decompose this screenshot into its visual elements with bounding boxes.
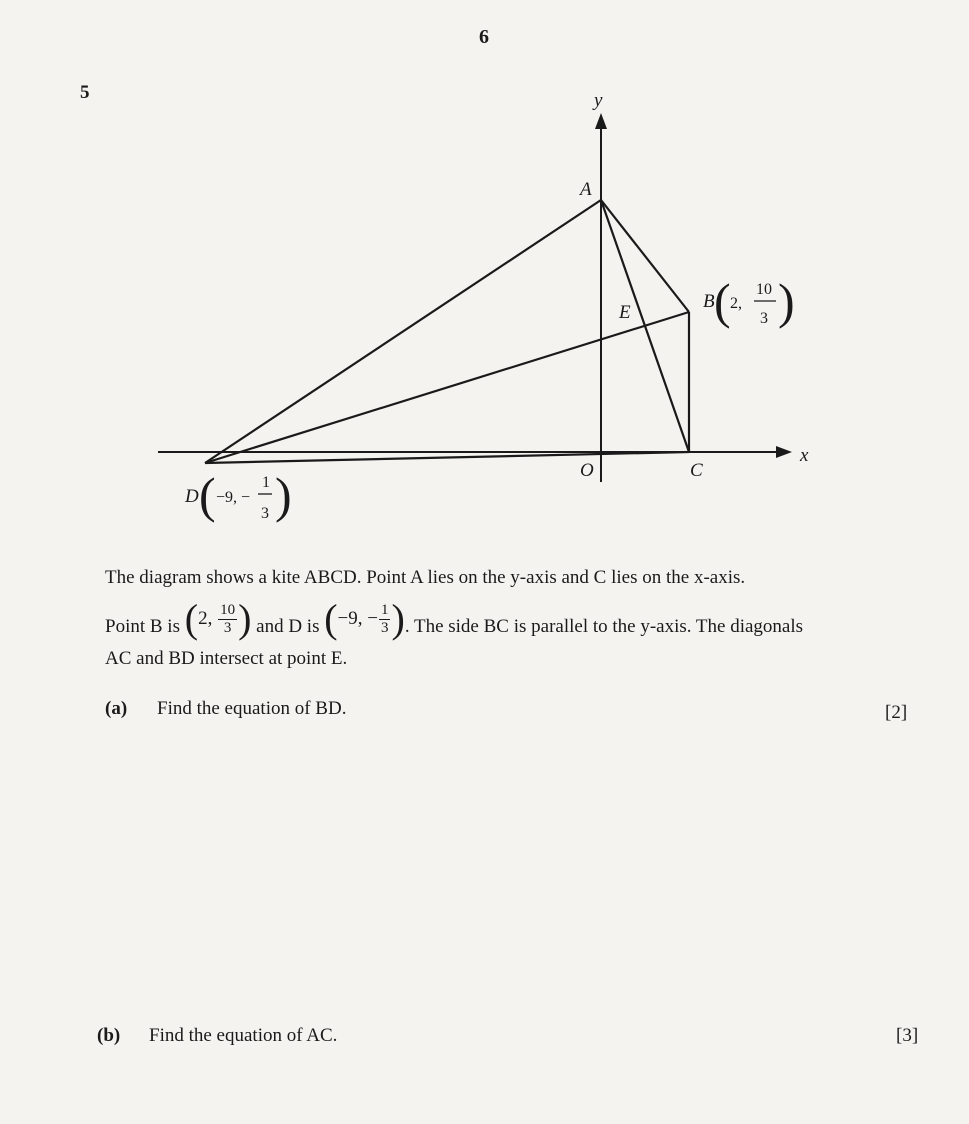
diagonal-AC [601, 200, 689, 452]
stem-B-coordinate: ( 2, $\frac{10}{3}$ ) [184, 596, 252, 641]
stem-D-x: −9, − [337, 608, 378, 629]
y-axis-label: y [594, 90, 603, 111]
stem-and-D-text: and D is [256, 616, 320, 637]
stem-B-num: 10 [220, 601, 236, 618]
stem-line-1: The diagram shows a kite ABCD. Point A lies on the y-axis and C lies on the x-axis. [105, 567, 746, 588]
stem-D-coordinate: ( −9, − $\frac{1}{3}$ ) [324, 596, 405, 641]
part-a-text: Find the equation of BD. [157, 698, 347, 719]
diagonal-BD [205, 312, 689, 463]
part-a-marks: [2] [885, 702, 908, 723]
page-number: 6 [479, 26, 489, 48]
svg-text:): ) [275, 467, 292, 523]
point-A-label: A [580, 179, 592, 200]
part-a-label: (a) [105, 698, 128, 719]
B-y-numerator: 10 [756, 281, 772, 298]
B-y-denominator: 3 [760, 310, 768, 327]
D-y-numerator: 1 [262, 474, 270, 491]
x-axis-label: x [800, 445, 809, 466]
point-E-label: E [619, 302, 631, 323]
D-y-denominator: 3 [261, 505, 269, 522]
svg-text:(: ( [199, 467, 216, 523]
origin-label: O [580, 460, 594, 481]
D-x-value: −9, − [216, 489, 251, 506]
stem-line-2-end: . The side BC is parallel to the y-axis. The diagonals [404, 616, 804, 637]
side-CD [205, 452, 689, 463]
stem-D-den: 3 [380, 619, 389, 636]
point-B-label: B [703, 291, 715, 312]
B-x-value: 2, [730, 295, 742, 312]
kite-diagram [0, 0, 969, 560]
point-C-label: C [690, 460, 703, 481]
stem-B-x: 2, [198, 608, 213, 629]
part-b-text: Find the equation of AC. [149, 1025, 338, 1046]
stem-line-2 [105, 596, 915, 641]
point-B-coordinate [714, 273, 795, 329]
part-b-marks: [3] [896, 1025, 919, 1046]
stem-point-B-text: Point B is [105, 616, 180, 637]
question-stem [105, 565, 915, 672]
side-AB [601, 200, 689, 312]
part-b-label: (b) [97, 1025, 121, 1046]
question-number: 5 [80, 82, 90, 103]
stem-B-den: 3 [223, 619, 232, 636]
svg-text:): ) [778, 273, 795, 329]
stem-line-3: AC and BD intersect at point E. [105, 648, 348, 669]
svg-text:(: ( [714, 273, 731, 329]
point-D-coordinate [199, 467, 292, 523]
stem-D-num: 1 [380, 601, 389, 618]
point-D-label: D [185, 486, 199, 507]
y-axis-arrow [595, 113, 607, 129]
side-DA [205, 200, 601, 463]
x-axis-arrow [776, 446, 792, 458]
